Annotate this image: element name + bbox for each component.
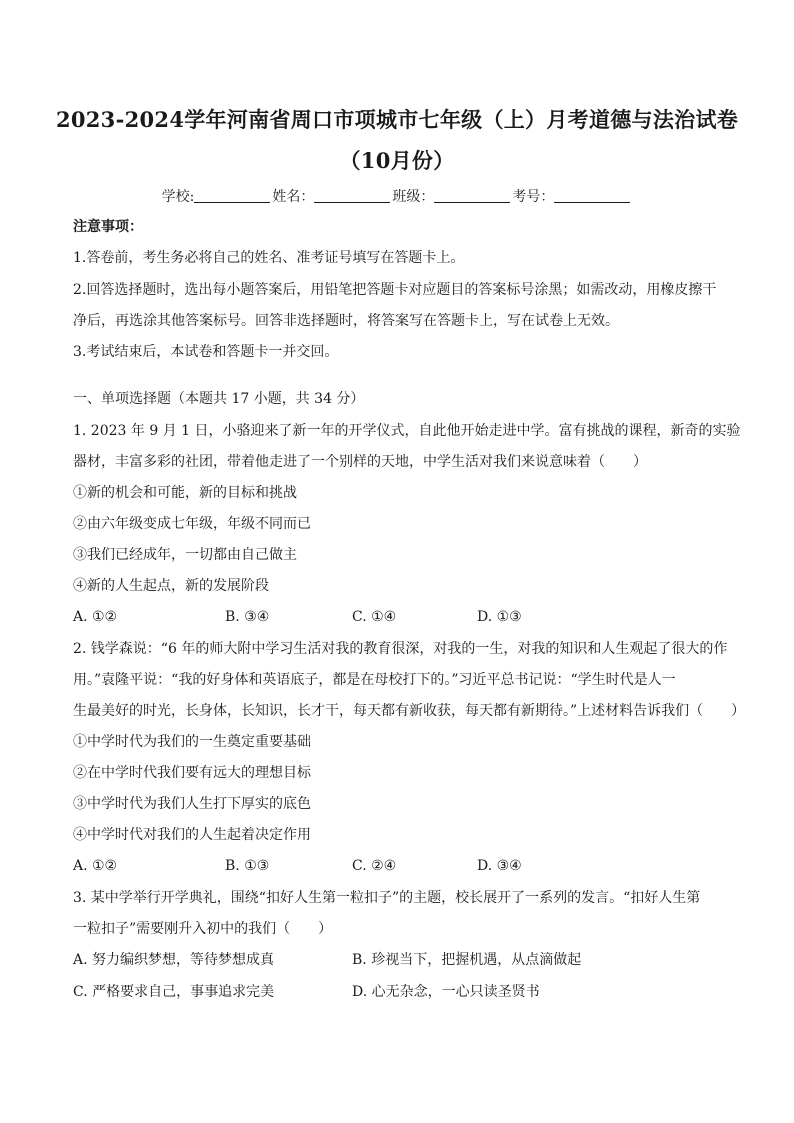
question-1-statement: ②由六年级变成七年级，年级不同而已 (73, 516, 311, 532)
exam-title-subtitle: （10月份） (339, 148, 455, 173)
question-1-statement: ③我们已经成年，一切都由自己做主 (73, 547, 297, 563)
question-1-statement: ④新的人生起点，新的发展阶段 (73, 578, 269, 594)
school-blank (194, 188, 270, 203)
notice-item: 1.答卷前，考生务必将自己的姓名、准考证号填写在答题卡上。 (73, 250, 465, 266)
number-label: 考号： (512, 189, 555, 205)
notice-item: 净后，再选涂其他答案标号。回答非选择题时，将答案写在答题卡上，写在试卷上无效。 (73, 313, 619, 329)
question-2-option-a[interactable]: A. ①② (73, 858, 118, 874)
name-label: 姓名： (272, 189, 315, 205)
question-2-stem: 2. 钱学森说：“6 年的师大附中学习生活对我的教育很深，对我的一生，对我的知识和人生观起了很大的作 (73, 641, 728, 657)
question-3-option-b[interactable]: B. 珍视当下，把握机遇，从点滴做起 (352, 952, 582, 968)
class-label: 班级： (392, 189, 435, 205)
question-1-option-a[interactable]: A. ①② (73, 609, 118, 625)
school-label: 学校: (161, 189, 195, 205)
question-2-stem: 生最美好的时光，长身体，长知识，长才干，每天都有新收获，每天都有新期待。”上述材料告诉我们（ ） (73, 703, 746, 719)
question-2-statement: ④中学时代对我们的人生起着决定作用 (73, 827, 311, 843)
notice-item: 3.考试结束后，本试卷和答题卡一并交回。 (73, 344, 339, 360)
notice-item: 2.回答选择题时，选出每小题答案后，用铅笔把答题卡对应题目的答案标号涂黑；如需改动，用橡皮擦干 (73, 282, 717, 298)
question-3-option-d[interactable]: D. 心无杂念，一心只读圣贤书 (352, 984, 540, 1000)
section-heading: 一、单项选择题（本题共 17 小题，共 34 分） (73, 391, 365, 407)
class-blank (434, 188, 510, 203)
number-blank (554, 188, 630, 203)
question-2-option-d[interactable]: D. ③④ (477, 858, 522, 874)
question-3-stem: 一粒扣子”需要刚升入初中的我们（ ） (73, 921, 333, 937)
question-2-stem: 用。”袁隆平说：“我的好身体和英语底子，都是在母校打下的。”习近平总书记说：“学生时代是人一 (73, 672, 676, 688)
question-2-statement: ①中学时代为我们的一生奠定重要基础 (73, 734, 311, 750)
question-1-option-c[interactable]: C. ①④ (352, 609, 397, 625)
question-2-statement: ②在中学时代我们要有远大的理想目标 (73, 765, 311, 781)
question-2-option-b[interactable]: B. ①③ (225, 858, 270, 874)
question-1-stem: 器材，丰富多彩的社团，带着他走进了一个别样的天地，中学生活对我们来说意味着（ ） (73, 454, 647, 470)
question-1-statement: ①新的机会和可能，新的目标和挑战 (73, 485, 297, 501)
question-3-option-c[interactable]: C. 严格要求自己，事事追求完美 (73, 984, 275, 1000)
name-blank (314, 188, 390, 203)
question-3-stem: 3. 某中学举行开学典礼，围绕“扣好人生第一粒扣子”的主题，校长展开了一系列的发言。“扣好人生第 (73, 890, 701, 906)
question-1-option-d[interactable]: D. ①③ (477, 609, 522, 625)
question-1-stem: 1. 2023 年 9 月 1 日，小骆迎来了新一年的开学仪式，自此他开始走进中学。富有挑战的课程，新奇的实验 (73, 423, 741, 439)
student-info-line (0, 186, 794, 206)
question-2-option-c[interactable]: C. ②④ (352, 858, 397, 874)
question-3-option-a[interactable]: A. 努力编织梦想，等待梦想成真 (73, 952, 275, 968)
notice-heading: 注意事项： (73, 219, 143, 235)
question-1-option-b[interactable]: B. ③④ (225, 609, 270, 625)
question-2-statement: ③中学时代为我们人生打下厚实的底色 (73, 796, 311, 812)
exam-title: 2023-2024学年河南省周口市项城市七年级（上）月考道德与法治试卷 (55, 107, 739, 132)
